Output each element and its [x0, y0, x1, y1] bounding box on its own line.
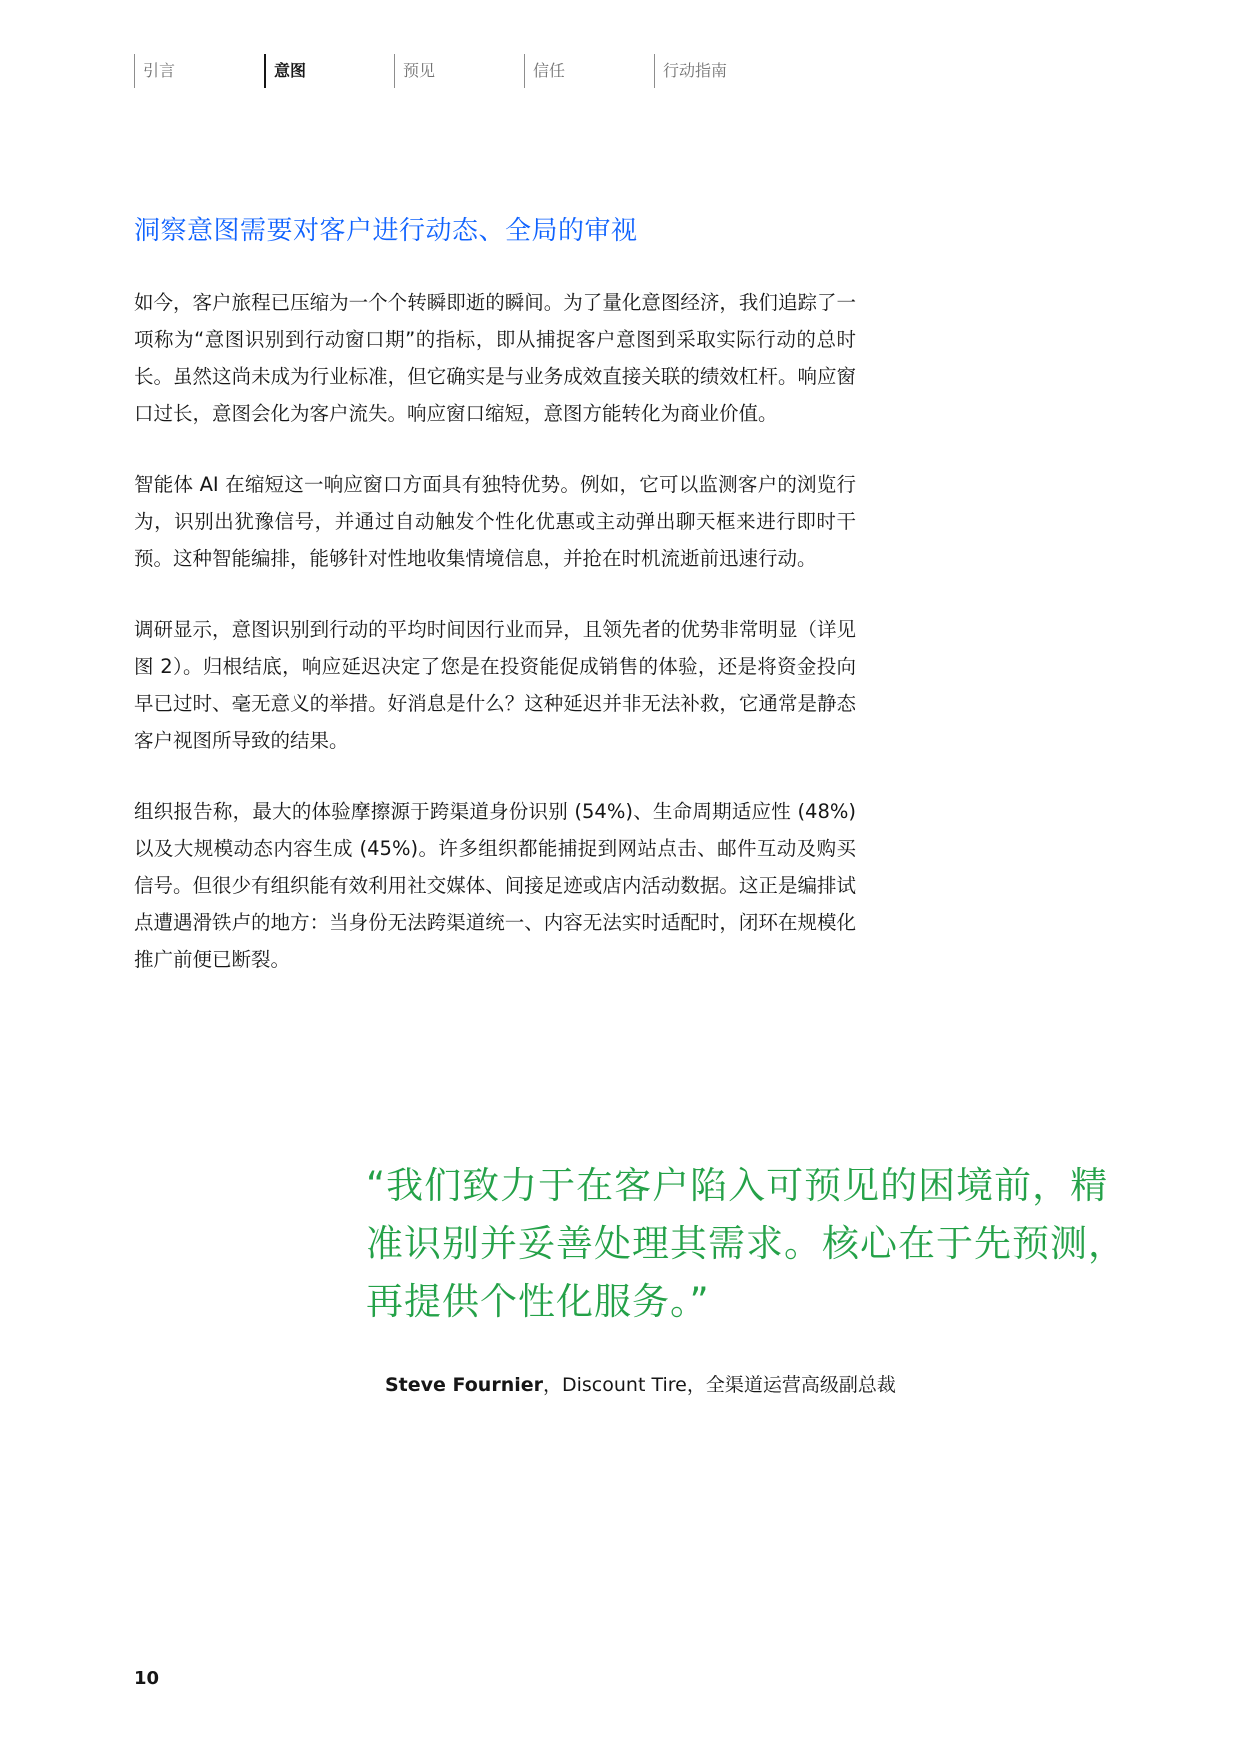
quote-attribution — [385, 1370, 896, 1397]
section-heading: 洞察意图需要对客户进行动态、全局的审视 — [134, 216, 638, 246]
top-navigation — [134, 54, 834, 88]
body-paragraph: 智能体 AI 在缩短这一响应窗口方面具有独特优势。例如，它可以监测客户的浏览行为，识别出犹豫信号，并通过自动触发个性化优惠或主动弹出聊天框来进行即时干预。这种智能编排，能够针对性地收集情境信息，并抢在时机流逝前迅速行动。 — [134, 473, 856, 570]
body-paragraph: 如今，客户旅程已压缩为一个个转瞬即逝的瞬间。为了量化意图经济，我们追踪了一项称为“意图识别到行动窗口期”的指标，即从捕捉客户意图到采取实际行动的总时长。虽然这尚未成为行业标准，但它确实是与业务成效直接关联的绩效杠杆。响应窗口过长，意图会化为客户流失。响应窗口缩短，意图方能转化为商业价值。 — [134, 291, 856, 425]
page-number: 10 — [134, 1668, 160, 1689]
nav-tab-intro[interactable]: 引言 — [134, 54, 175, 88]
pull-quote: “我们致力于在客户陷入可预见的困境前，精准识别并妥善处理其需求。核心在于先预测，再提供个性化服务。” — [366, 1164, 1126, 1323]
body-paragraph: 组织报告称，最大的体验摩擦源于跨渠道身份识别 (54%)、生命周期适应性 (48%) 以及大规模动态内容生成 (45%)。许多组织都能捕捉到网站点击、邮件互动及购买信号。但很少有组织能有效利用社交媒体、间接足迹或店内活动数据。这正是编排试点遭遇滑铁卢的地方：当身份无法跨渠道统一、内容无法实时适配时，闭环在规模化推广前便已断裂。 — [134, 800, 856, 971]
quote-affiliation: ，Discount Tire，全渠道运营高级副总裁 — [543, 1374, 896, 1396]
nav-tab-foresight[interactable]: 预见 — [394, 54, 435, 88]
body-copy — [134, 284, 856, 1012]
nav-tab-action-guide[interactable]: 行动指南 — [654, 54, 727, 88]
nav-tab-trust[interactable]: 信任 — [524, 54, 565, 88]
body-paragraph: 调研显示，意图识别到行动的平均时间因行业而异，且领先者的优势非常明显（详见图 2）。归根结底，响应延迟决定了您是在投资能促成销售的体验，还是将资金投向早已过时、毫无意义的举措。好消息是什么？这种延迟并非无法补救，它通常是静态客户视图所导致的结果。 — [134, 618, 856, 752]
quote-speaker: Steve Fournier — [385, 1374, 543, 1396]
nav-tab-intent[interactable]: 意图 — [264, 54, 306, 88]
